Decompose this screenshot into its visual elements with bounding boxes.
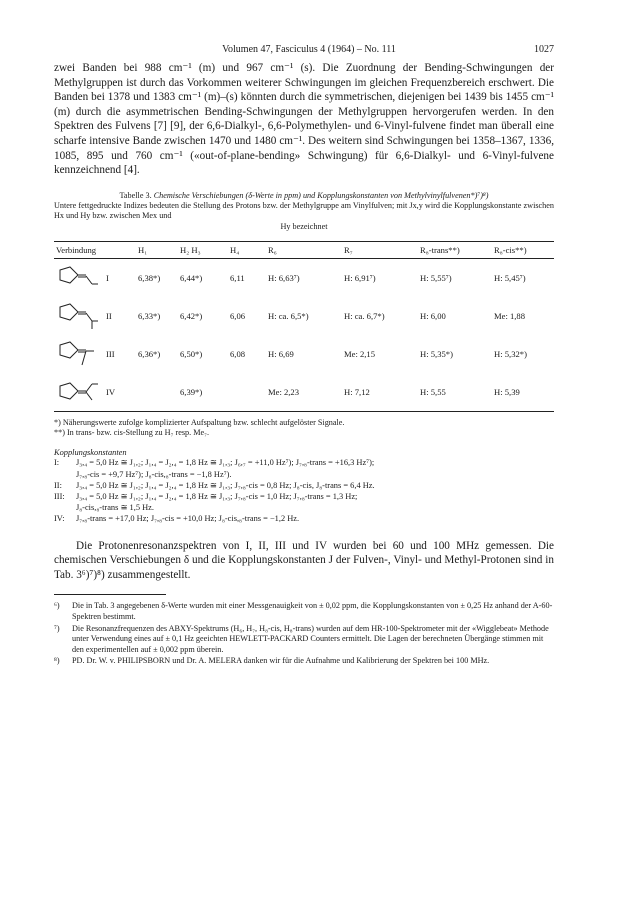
cell-r7: H: 6,91⁷) xyxy=(344,272,376,283)
cell-r7: H: ca. 6,7*) xyxy=(344,310,385,321)
cell-r8-cis: H: 5,39 xyxy=(492,373,554,412)
nmr-data-table xyxy=(54,241,554,412)
footnote xyxy=(54,656,554,667)
cell-h23: 6,50*) xyxy=(180,348,203,359)
cell-h1 xyxy=(136,373,178,412)
body-paragraph-1: zwei Banden bei 988 cm⁻¹ (m) und 967 cm⁻¹ (s). Die Zuordnung der Bending-Schwingungen der Methylgruppen ist durch das Vorkommen weiterer Schwingungen im gleichen Frequenzbereich erschwert. Die Banden bei 1378 und 1383 cm⁻¹ (m)–(s) könnten durch die symmetrischen, diejenigen bei 1439 bis 1455 cm⁻¹ (m) durch die asymmetrischen Bending-Schwingungen der Methylgruppen hervorgerufen werden. In den Spektren des Fulvens [7] [9], der 6,6-Dialkyl-, 6,6-Polymethylen- und 6-Vinyl-fulvene findet man überall eine scharfe intensive Bande zwischen 1470 und 1480 cm⁻¹. Des weitern sind Schwingungen bei 1358–1367, 1336, 1085, 895 und 760 cm⁻¹ («out-of-plane-bending» Schwingung) für 6,6-Dialkyl- und 6-Vinyl-fulvene kennzeichnend [4]. xyxy=(54,62,554,177)
table-note-line2: Hy bezeichnet xyxy=(280,221,328,231)
cell-r8-cis: H: 5,45⁷) xyxy=(494,272,526,283)
footnote-number: ⁷) xyxy=(54,623,60,633)
table-note xyxy=(54,201,554,233)
compound-label: I xyxy=(106,272,109,283)
col-h1: H₁ xyxy=(136,241,178,258)
compound-label: IV xyxy=(106,386,116,397)
table-caption-label: Tabelle 3. xyxy=(119,190,152,200)
kopplung-label: I: xyxy=(54,458,60,468)
col-h2 xyxy=(178,241,228,258)
compound-cell xyxy=(54,335,136,373)
compound-cell xyxy=(54,297,136,335)
cell-h4: 6,11 xyxy=(230,272,245,283)
cell-r7: H: 7,12 xyxy=(342,373,418,412)
kopplung-label xyxy=(54,502,76,513)
cell-r8-trans: H: 5,35*) xyxy=(420,348,453,359)
col-h2-label: H₂ xyxy=(180,244,190,255)
compound-cell xyxy=(54,258,136,297)
cell-r6: H: 6,63⁷) xyxy=(268,272,300,283)
kopplung-line xyxy=(54,502,554,513)
page-footnotes xyxy=(54,601,554,667)
cell-h1: 6,38*) xyxy=(138,272,161,283)
kopplung-label: III: xyxy=(54,491,65,501)
body-paragraph-2: Die Protonenresonanzspektren von I, II, III und IV wurden bei 60 und 100 MHz gemessen. Die chemischen Verschiebungen δ und die Kopplungskonstanten J der Fulven-, Vinyl- und Methyl-Protonen sind in Tab. 3⁶)⁷)⁸) zusammengestellt. xyxy=(54,539,554,581)
table-caption xyxy=(54,190,554,201)
col-r8-trans: R₈-trans**) xyxy=(418,241,492,258)
fulvene-structure-I xyxy=(56,264,100,292)
cell-h1: 6,36*) xyxy=(138,348,161,359)
cell-r8-trans: H: 6,00 xyxy=(420,310,446,321)
col-r7: R₇ xyxy=(342,241,418,258)
kopplung-text: J₇,₈-trans = +17,0 Hz; J₇,₈-cis = +10,0 Hz; J₈-cis,₈-trans = −1,2 Hz. xyxy=(76,514,300,524)
kopplung-label xyxy=(54,469,76,480)
footnote-text: Die in Tab. 3 angegebenen δ-Werte wurden mit einer Messgenauigkeit von ± 0,02 ppm, die Kopplungskonstanten von ± 0,25 Hz anhand der A-60-Spektren bestimmt. xyxy=(72,601,553,621)
kopplung-text: J₈-cis,₈-trans ≅ 1,5 Hz. xyxy=(76,503,154,513)
kopplung-text: J₃,₄ = 5,0 Hz ≅ J₁,₂; J₁,₄ = J₂,₄ = 1,8 Hz ≅ J₁,₃; J₇,₈-cis = 0,8 Hz; J₈-cis, J₈-trans = 6,4 Hz. xyxy=(76,480,375,490)
footnote-text: PD. Dr. W. v. PHILIPSBORN und Dr. A. MELERA danken wir für die Aufnahme und Kalibrierung der Spektren bei 100 MHz. xyxy=(72,656,490,666)
cell-r8-cis: Me: 1,88 xyxy=(494,310,526,321)
fulvene-structure-II xyxy=(56,301,100,331)
cell-h4: 6,06 xyxy=(230,310,246,321)
col-h3-label: H₃ xyxy=(191,244,201,255)
cell-h23: 6,39*) xyxy=(178,373,228,412)
kopplung-block xyxy=(54,457,554,524)
table-footnote-2: **) In trans- bzw. cis-Stellung zu H₇ resp. Me₇. xyxy=(54,427,210,437)
kopplung-line xyxy=(54,480,554,491)
table-row xyxy=(54,258,554,297)
col-r6: R₆ xyxy=(266,241,342,258)
fulvene-structure-III xyxy=(56,339,100,369)
running-header xyxy=(54,44,554,55)
cell-h4 xyxy=(228,373,266,412)
compound-label: II xyxy=(106,310,112,321)
page-number: 1027 xyxy=(534,44,554,55)
table-caption-title: Chemische Verschiebungen (δ-Werte in ppm) und Kopplungskonstanten von Methylvinylfulvenen*)⁷)⁸) xyxy=(153,190,489,200)
cell-r8-cis: H: 5,32*) xyxy=(494,348,527,359)
cell-r7: Me: 2,15 xyxy=(344,348,376,359)
footnote-number: ⁶) xyxy=(54,601,60,611)
kopplung-title: Kopplungskonstanten xyxy=(54,448,127,458)
kopplung-text: J₃,₄ = 5,0 Hz ≅ J₁,₂; J₁,₄ = J₂,₄ = 1,8 Hz ≅ J₁,₃; J₇,₈-cis = 1,0 Hz; J₇,₈-trans = 1,3 Hz; xyxy=(76,491,358,501)
cell-h1: 6,33*) xyxy=(138,310,161,321)
kopplung-label: II: xyxy=(54,480,62,490)
kopplung-text: J₃,₄ = 5,0 Hz ≅ J₁,₂; J₁,₄ = J₂,₄ = 1,8 Hz ≅ J₁,₃; J₆,₇ = +11,0 Hz⁷); J₇,₈-trans = +16,3 Hz⁷); xyxy=(76,458,375,468)
compound-label: III xyxy=(106,348,115,359)
cell-h23: 6,42*) xyxy=(180,310,203,321)
compound-cell xyxy=(54,373,136,412)
kopplung-line xyxy=(54,457,554,468)
footnote xyxy=(54,601,554,622)
cell-h23: 6,44*) xyxy=(180,272,203,283)
col-r8-cis: R₈-cis**) xyxy=(492,241,554,258)
table-footnote-1: *) Näherungswerte zufolge komplizierter Aufspaltung bzw. schlecht aufgelöster Signale. xyxy=(54,417,345,427)
table-header-row xyxy=(54,241,554,258)
header-journal-info: Volumen 47, Fasciculus 4 (1964) – No. 111 xyxy=(222,44,396,55)
cell-h4: 6,08 xyxy=(230,348,246,359)
fulvene-structure-IV xyxy=(56,378,100,406)
footnote-divider xyxy=(54,594,166,595)
footnote-number: ⁸) xyxy=(54,656,60,666)
footnote xyxy=(54,624,554,656)
page xyxy=(54,44,554,668)
col-h4: H₄ xyxy=(228,241,266,258)
cell-r8-trans: H: 5,55⁷) xyxy=(420,272,452,283)
cell-r6: H: 6,69 xyxy=(268,348,294,359)
footnote-text: Die Resonanzfrequenzen des ABXY-Spektrums (H₆, H₇, H₈-cis, H₈-trans) wurden auf dem HR-100-Spektrometer mit der «Wigglebeat» Methode unter Verwendung eines auf ± 0,1 Hz geeichten HEWLETT-PACKARD Counters ermittelt. Die Lagen der berechneten Übergänge stimmen mit den experimentellen auf ± 0,002 ppm überein. xyxy=(72,623,549,654)
kopplung-line xyxy=(54,491,554,502)
kopplung-text: J₇,₈-cis = +9,7 Hz⁷); J₈-cis,₈-trans = −1,8 Hz⁷). xyxy=(76,469,232,479)
table-note-line1: Untere fettgedruckte Indizes bedeuten die Stellung des Protons bzw. der Methylgruppe am Vinylfulven; mit Jx,y wird die Kopplungskonstante zwischen Hx und Hy bzw. zwischen Mex und xyxy=(54,200,554,221)
table-footnotes xyxy=(54,418,554,439)
kopplung-line xyxy=(54,469,554,480)
cell-r6: H: ca. 6,5*) xyxy=(268,310,309,321)
kopplung-line xyxy=(54,513,554,524)
table-row xyxy=(54,297,554,335)
kopplung-label: IV: xyxy=(54,514,65,524)
table-row xyxy=(54,335,554,373)
cell-r8-trans: H: 5,55 xyxy=(418,373,492,412)
cell-r6: Me: 2,23 xyxy=(266,373,342,412)
table-row xyxy=(54,373,554,412)
col-verbindung: Verbindung xyxy=(54,241,136,258)
